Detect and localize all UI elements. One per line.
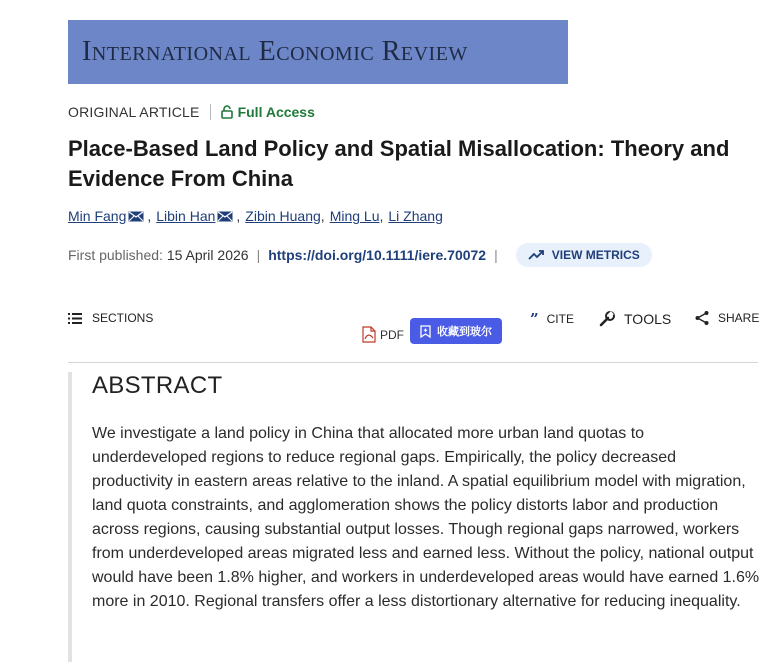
envelope-icon[interactable]: [217, 211, 233, 222]
first-published-label: First published:: [68, 247, 163, 263]
sections-label: SECTIONS: [92, 311, 154, 325]
abstract-heading: ABSTRACT: [92, 372, 223, 399]
share-button[interactable]: [694, 310, 759, 326]
author-link[interactable]: Li Zhang: [388, 208, 443, 224]
article-type: ORIGINAL ARTICLE: [68, 104, 200, 120]
tools-label: TOOLS: [624, 311, 672, 327]
abstract-accent-bar: [68, 372, 72, 662]
pdf-file-icon: [362, 326, 376, 343]
collect-to-bohrium-button[interactable]: [410, 318, 502, 344]
separator: ,: [236, 208, 241, 224]
envelope-icon[interactable]: [128, 211, 144, 222]
separator: ,: [379, 208, 384, 224]
bookmark-icon: [420, 325, 431, 338]
journal-name: International Economic Review: [82, 36, 468, 67]
collect-label: 收藏到玻尔: [437, 326, 492, 338]
view-metrics-label: VIEW METRICS: [551, 248, 640, 262]
first-published-date: 15 April 2026: [166, 247, 249, 263]
article-title: Place-Based Land Policy and Spatial Misallocation: Theory and Evidence From China: [68, 136, 730, 191]
view-metrics-button[interactable]: [516, 243, 652, 267]
author-link[interactable]: Zibin Huang: [245, 208, 321, 224]
journal-banner[interactable]: [68, 20, 568, 84]
separator: ,: [147, 208, 152, 224]
tools-button[interactable]: [598, 310, 671, 328]
doi-link[interactable]: https://doi.org/10.1111/iere.70072: [268, 247, 487, 263]
open-lock-icon: [221, 105, 233, 119]
author-list: [68, 208, 443, 224]
author-link[interactable]: Libin Han: [156, 208, 216, 224]
abstract-text: We investigate a land policy in China that allocated more urban land quotas to underdeveloped regions to reduce regional gaps. Empirically, the policy decreased productivity in eastern areas relative to the inland. A spatial equilibrium model with migration, land quota constraints, and agglomeration shows the policy distorts labor and production across regions, causing substantial output losses. Though regional gaps narrowed, workers from underdeveloped areas migrated less and earned less. Without the policy, national output would have been 1.8% higher, and workers in underdeveloped areas would have earned 1.6% more in 2010. Regional transfers offer a less distortionary alternative for reducing inequality.: [92, 425, 760, 610]
trending-up-icon: [528, 250, 544, 260]
quote-icon: ”: [530, 310, 539, 328]
separator: ,: [320, 208, 325, 224]
article-toolbar: [68, 308, 758, 348]
access-label: Full Access: [237, 104, 315, 120]
access-badge: [221, 104, 315, 120]
wrench-icon: [598, 310, 616, 328]
divider: |: [494, 247, 498, 263]
pdf-label: PDF: [380, 327, 404, 342]
cite-button[interactable]: [530, 310, 574, 328]
sections-button[interactable]: [68, 311, 153, 325]
author-link[interactable]: Ming Lu: [329, 208, 380, 224]
list-icon: [68, 313, 82, 324]
divider: [210, 104, 211, 120]
share-label: SHARE: [718, 311, 760, 325]
publication-info: [68, 243, 652, 267]
pdf-button[interactable]: [362, 326, 404, 343]
cite-label: CITE: [546, 312, 574, 326]
article-meta: [68, 104, 315, 120]
share-icon: [694, 310, 710, 326]
section-divider: [68, 362, 758, 363]
author-link[interactable]: Min Fang: [68, 208, 127, 224]
divider: |: [256, 247, 261, 263]
